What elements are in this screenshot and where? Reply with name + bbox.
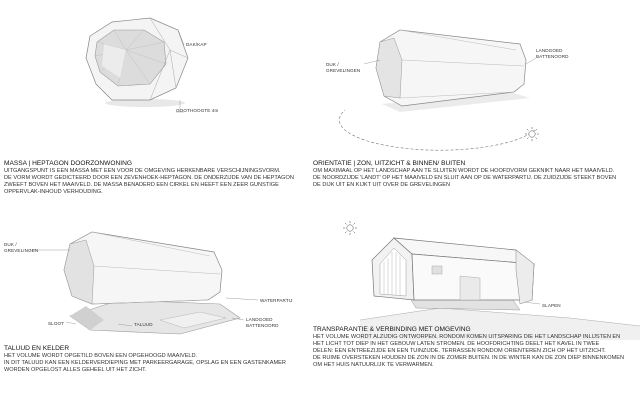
- caption-line: DE VORM WORDT GEDICTEERD DOOR EEN ZEVENHOEK-HEPTAGON. DE ONDERZIJDE VAN DE HEPTAGON: [4, 175, 294, 181]
- label-waterpartij: WATERPARTIJ: [260, 298, 293, 303]
- caption-title: TRANSPARANTIE & VERBINDING MET OMGEVING: [313, 326, 471, 333]
- caption-line: DE NOORDZIJDE 'LANDT' OP HET MAAIVELD EN SLUIT AAN OP DE WATERPARTIJ. DE ZUIDZIJDE STEEKT BOVEN: [313, 175, 617, 181]
- sun-icon: [525, 127, 539, 141]
- house-perspective-drawing: [320, 200, 640, 340]
- panel-taluud: [0, 200, 320, 400]
- sun-icon: [343, 221, 357, 235]
- label-landgoed-battenoord: LANDGOED BATTENOORD: [246, 317, 279, 328]
- panel-massa: [0, 0, 320, 200]
- heptagon-volume-drawing: [0, 0, 320, 160]
- caption-line: OM HET HUIS NATUURLIJK TE VERWARMEN.: [313, 362, 434, 368]
- caption-line: WORDEN OPGELOST ALLES GEHEEL UIT HET ZICHT.: [4, 367, 147, 373]
- caption-line: DE RUIME OVERSTEKEN HOUDEN DE ZON IN DE ZOMER BUITEN. IN DE WINTER KAN DE ZON DIEP BINNENKOMEN: [313, 355, 625, 361]
- label-landgoed-battenoord: LANDGOED BATTENOORD: [536, 48, 569, 59]
- caption-line: OM MAXIMAAL OP HET LANDSCHAP AAN TE SLUITEN WORDT DE HOOFDVORM GEKNIKT NAAR HET MAAIVELD.: [313, 168, 615, 174]
- label-slapen: SLAPEN: [542, 303, 561, 308]
- label-dijk-grevelingen: DUK / GREVELINGEN: [4, 242, 39, 253]
- label-dijk-grevelingen: DUK / GREVELINGEN: [326, 62, 361, 73]
- label-sloot: SLOOT: [48, 321, 65, 326]
- caption-title: MASSA | HEPTAGON DOORZONWONING: [4, 160, 132, 167]
- caption-line: UITGANGSPUNT IS EEN MASSA MET EEN VOOR DE OMGEVING HERKENBARE VERSCHIJNINGSVORM.: [4, 168, 281, 174]
- caption-title: ORIENTATIE | ZON, UITZICHT & BINNEN/ BUITEN: [313, 160, 466, 167]
- caption-line: DELEN: EEN ENTREEZIJDE EN EEN TUINZIJDE. TERRASSEN RONDOM ORIENTEREN ZICH OP HET UITZICHT.: [313, 348, 606, 354]
- label-gutter-height: GOOTHOOGTE 4m: [176, 108, 219, 113]
- caption-transparantie: [313, 326, 624, 369]
- label-taluud: TALUUD: [134, 322, 153, 327]
- caption-line: IN DIT TALUUD KAN EEN KELDERVERDIEPING MET PARKEERGARAGE, OPSLAG EN EEN GASTENKAMER: [4, 360, 286, 366]
- label-roof: DAK/KAP: [186, 42, 207, 47]
- bent-volume-drawing: [320, 0, 640, 160]
- panel-orientatie: [313, 0, 640, 200]
- caption-line: HET VOLUME WORDT OPGETILD BOVEN EEN OPGEHOOGD MAAIVELD.: [4, 353, 198, 359]
- caption-line: DE DIJK UIT EN KIJKT UIT OVER DE GREVELINGEN: [313, 182, 451, 188]
- caption-taluud: [4, 345, 286, 374]
- caption-line: ZWEEFT BOVEN HET MAAIVELD. DE MASSA BENADERD EEN CIRKEL EN HEEFT EEN ZEER GUNSTIGE: [4, 182, 279, 188]
- caption-orientatie: [313, 160, 616, 189]
- caption-title: TALUUD EN KELDER: [4, 345, 70, 352]
- caption-massa: [4, 160, 294, 196]
- caption-line: HET LICHT TOT DIEP IN HET GEBOUW LATEN STROMEN. DE HOOFDRICHTING DEELT HET KAVEL IN TWEE: [313, 341, 600, 347]
- caption-line: HET VOLUME WORDT ALZIJDIG ONTWORPEN. RONDOM KOMEN UITSPARING DIE HET LANDSCHAP INLIJSTEN EN: [313, 334, 621, 340]
- caption-line: OPPERVLAK-INHOUD VERHOUDING.: [4, 189, 103, 195]
- panel-transparantie: [313, 200, 640, 400]
